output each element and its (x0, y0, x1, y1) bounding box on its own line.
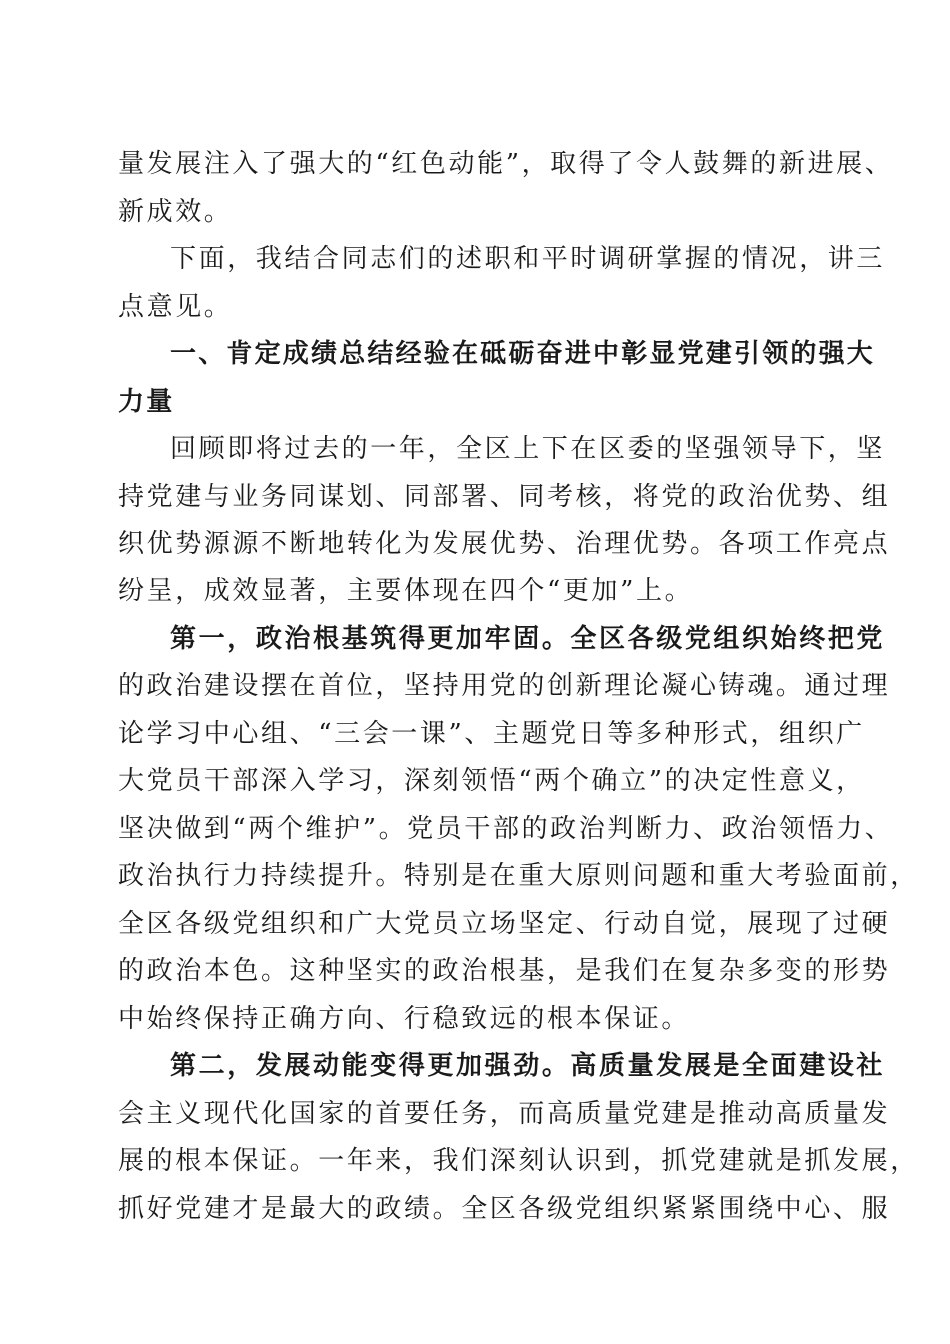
text-line: 持党建与业务同谋划、同部署、同考核，将党的政治优势、组 (118, 482, 891, 512)
section-heading-cont: 力量 (118, 387, 175, 417)
text-line: 全区各级党组织和广大党员立场坚定、行动自觉，展现了过硬 (118, 909, 891, 939)
text-line: 织优势源源不断地转化为发展优势、治理优势。各项工作亮点 (118, 529, 891, 559)
text-line: 的政治本色。这种坚实的政治根基，是我们在复杂多变的形势 (118, 956, 891, 986)
text-line: 的政治建设摆在首位，坚持用党的创新理论凝心铸魂。通过理 (118, 671, 891, 701)
text-line: 大党员干部深入学习，深刻领悟“两个确立”的决定性意义， (118, 766, 865, 796)
paragraph-start: 下面，我结合同志们的述职和平时调研掌握的情况，讲三 (170, 244, 886, 274)
text-line: 中始终保持正确方向、行稳致远的根本保证。 (118, 1004, 691, 1034)
text-line: 量发展注入了强大的“红色动能”，取得了令人鼓舞的新进展、 (118, 149, 894, 179)
paragraph-start: 回顾即将过去的一年，全区上下在区委的坚强领导下，坚 (170, 434, 886, 464)
paragraph-first (170, 615, 890, 663)
text-line: 政治执行力持续提升。特别是在重大原则问题和重大考验面前， (118, 861, 919, 891)
text-line: 抓好党建才是最大的政绩。全区各级党组织紧紧围绕中心、服 (118, 1194, 891, 1224)
paragraph-second (170, 1042, 890, 1090)
text-line: 纷呈，成效显著，主要体现在四个“更加”上。 (118, 576, 694, 606)
paragraph-lead: 发展动能变得更加强劲。高质量发展是全面建设社 (255, 1051, 886, 1081)
text-line: 坚决做到“两个维护”。党员干部的政治判断力、政治领悟力、 (118, 814, 894, 844)
paragraph-label: 第一， (170, 624, 256, 654)
text-line: 会主义现代化国家的首要任务，而高质量党建是推动高质量发 (118, 1099, 891, 1129)
text-line: 新成效。 (118, 197, 233, 227)
text-line: 展的根本保证。一年来，我们深刻认识到，抓党建就是抓发展， (118, 1146, 919, 1176)
paragraph-lead: 政治根基筑得更加牢固。全区各级党组织始终把党 (255, 624, 886, 654)
paragraph-label: 第二， (170, 1051, 256, 1081)
section-heading: 一、肯定成绩总结经验在砥砺奋进中彰显党建引领的强大 (170, 339, 876, 369)
text-line: 论学习中心组、“三会一课”、主题党日等多种形式，组织广 (118, 719, 865, 749)
text-line: 点意见。 (118, 292, 233, 322)
